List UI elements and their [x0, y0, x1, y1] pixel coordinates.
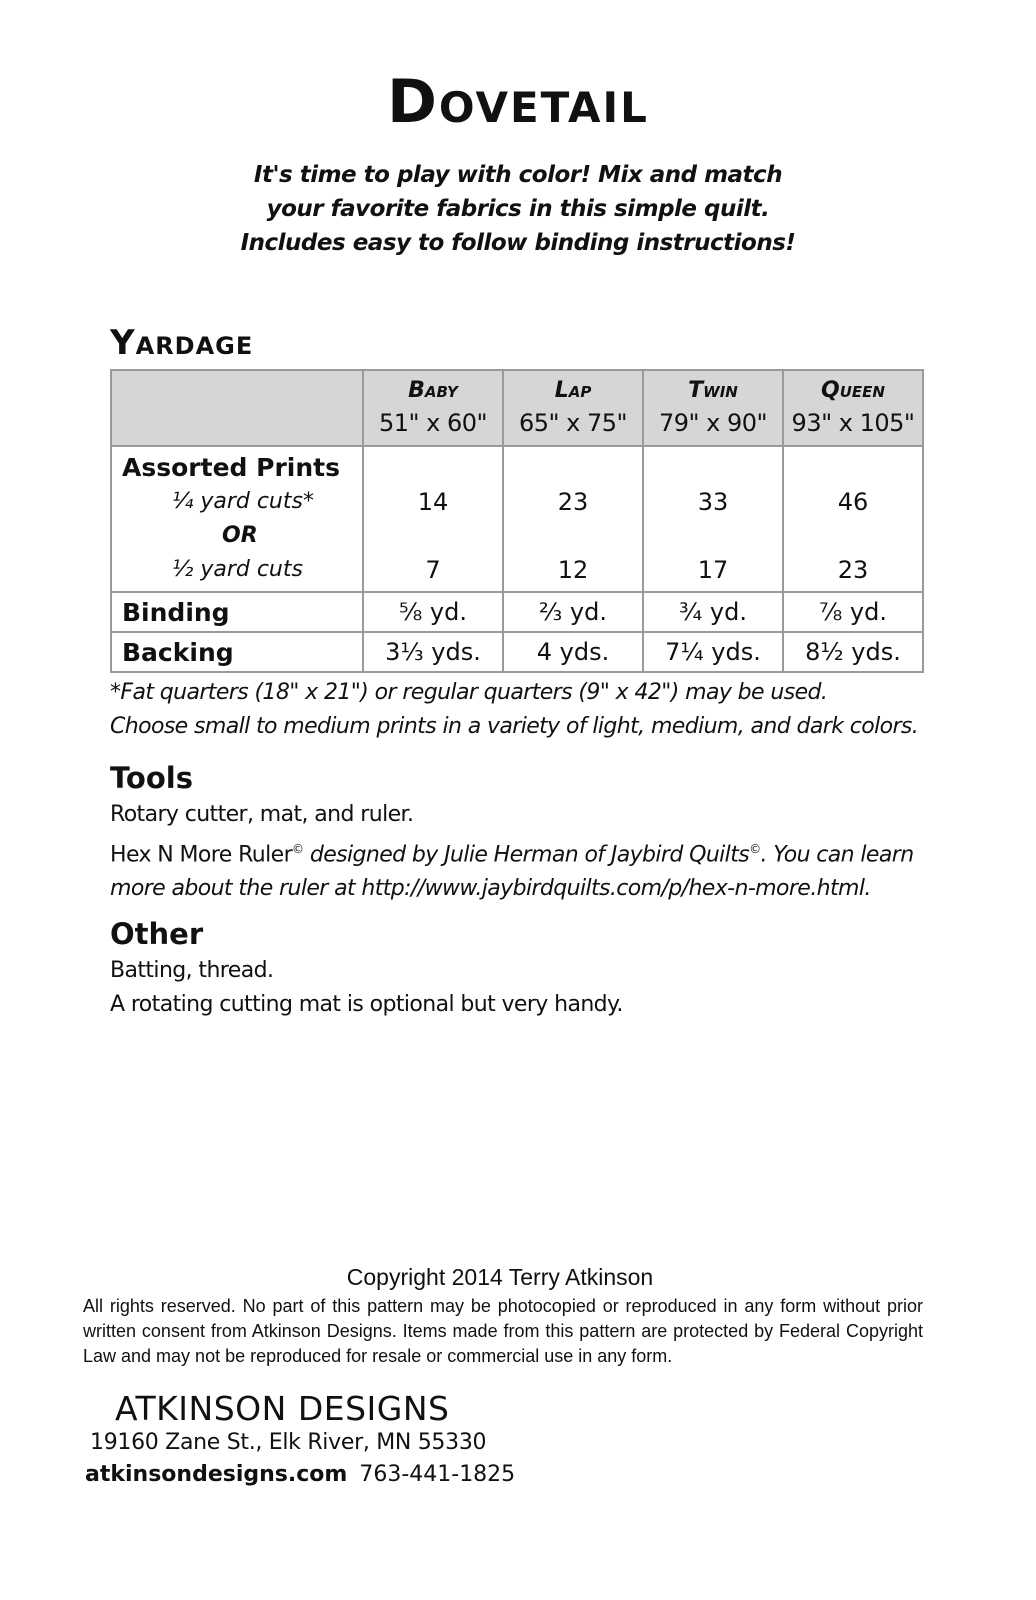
intro-line: Includes easy to follow binding instructions! [240, 230, 796, 256]
binding-cell-queen: ⅞ yd. [783, 592, 923, 632]
quarter-value: 23 [557, 488, 589, 516]
ruler-url-line: more about the ruler at http://www.jaybirdquilts.com/p/hex-n-more.html. [110, 876, 871, 902]
table-row-assorted-prints [111, 446, 923, 592]
tools-heading: Tools [110, 761, 193, 795]
half-value: 23 [837, 556, 869, 584]
footnote-line: *Fat quarters (18" x 21") or regular quarters (9" x 42") may be used. [110, 680, 828, 705]
half-yard-label: ½ yard cuts [172, 557, 303, 582]
pattern-title: Dovetail [387, 67, 649, 137]
table-row-backing [111, 632, 923, 672]
size-header-twin [643, 370, 783, 446]
binding-cell-twin: ¾ yd. [643, 592, 783, 632]
size-dims: 51" x 60" [378, 409, 488, 437]
company-website: atkinsondesigns.com [85, 1462, 348, 1487]
size-name: Lap [554, 378, 592, 403]
company-phone: 763-441-1825 [359, 1462, 516, 1487]
row-label-assorted-prints [111, 446, 363, 592]
prints-cell-twin [643, 446, 783, 592]
other-line: Batting, thread. [110, 958, 274, 983]
size-name: Queen [821, 378, 885, 403]
half-value: 7 [425, 556, 441, 584]
row-label-binding: Binding [111, 592, 363, 632]
backing-cell-lap: 4 yds. [503, 632, 643, 672]
half-value: 12 [557, 556, 589, 584]
other-body [110, 954, 623, 1022]
backing-cell-baby: 3⅓ yds. [363, 632, 503, 672]
other-line: A rotating cutting mat is optional but very handy. [110, 992, 623, 1017]
yardage-header-blank [111, 370, 363, 446]
company-name: ATKINSON DESIGNS [115, 1389, 450, 1428]
intro-line: your favorite fabrics in this simple quilt. [266, 196, 770, 222]
backing-cell-queen: 8½ yds. [783, 632, 923, 672]
size-name: Twin [688, 378, 738, 403]
table-row-binding [111, 592, 923, 632]
ruler-designer: designed by Julie Herman of Jaybird Quilts [303, 842, 750, 868]
row-label-backing: Backing [111, 632, 363, 672]
tools-body [110, 798, 914, 906]
copyright-mark: © [292, 842, 304, 856]
quarter-value: 14 [417, 488, 449, 516]
yardage-heading: Yardage [110, 323, 254, 363]
backing-cell-twin: 7¼ yds. [643, 632, 783, 672]
prints-cell-lap [503, 446, 643, 592]
size-header-baby [363, 370, 503, 446]
quarter-value: 33 [697, 488, 729, 516]
ruler-learn-more: . You can learn [760, 842, 914, 868]
copyright-title: Copyright 2014 Terry Atkinson [346, 1264, 654, 1290]
quarter-value: 46 [837, 488, 869, 516]
binding-cell-baby: ⅝ yd. [363, 592, 503, 632]
prints-cell-queen [783, 446, 923, 592]
prints-cell-baby [363, 446, 503, 592]
size-name: Baby [408, 378, 458, 403]
half-value: 17 [697, 556, 729, 584]
size-header-lap [503, 370, 643, 446]
quarter-yard-label: ¼ yard cuts* [172, 489, 314, 514]
footnote-line: Choose small to medium prints in a variety of light, medium, and dark colors. [110, 714, 919, 739]
other-heading: Other [110, 917, 204, 951]
size-dims: 65" x 75" [518, 409, 628, 437]
size-dims: 93" x 105" [791, 409, 915, 437]
binding-cell-lap: ⅔ yd. [503, 592, 643, 632]
or-label: OR [222, 523, 258, 548]
yardage-table [110, 369, 924, 673]
assorted-prints-label: Assorted Prints [122, 453, 340, 482]
size-header-queen [783, 370, 923, 446]
copyright-mark: © [749, 842, 761, 856]
size-dims: 79" x 90" [658, 409, 768, 437]
company-address: 19160 Zane St., Elk River, MN 55330 [90, 1430, 487, 1455]
ruler-name: Hex N More Ruler [110, 842, 293, 868]
intro-line: It's time to play with color! Mix and match [253, 162, 783, 188]
yardage-footnote [110, 676, 918, 744]
intro-text [0, 158, 1036, 260]
company-contact [85, 1464, 515, 1486]
copyright-body: All rights reserved. No part of this pattern may be photocopied or reproduced in any form without prior written consent from Atkinson Designs. Items made from this pattern are protected by Federal Copyright Law and may not be reproduced for resale or commercial use in any form. [83, 1296, 923, 1366]
tools-line [110, 832, 914, 872]
yardage-header-row [111, 370, 923, 446]
tools-line: Rotary cutter, mat, and ruler. [110, 802, 414, 827]
